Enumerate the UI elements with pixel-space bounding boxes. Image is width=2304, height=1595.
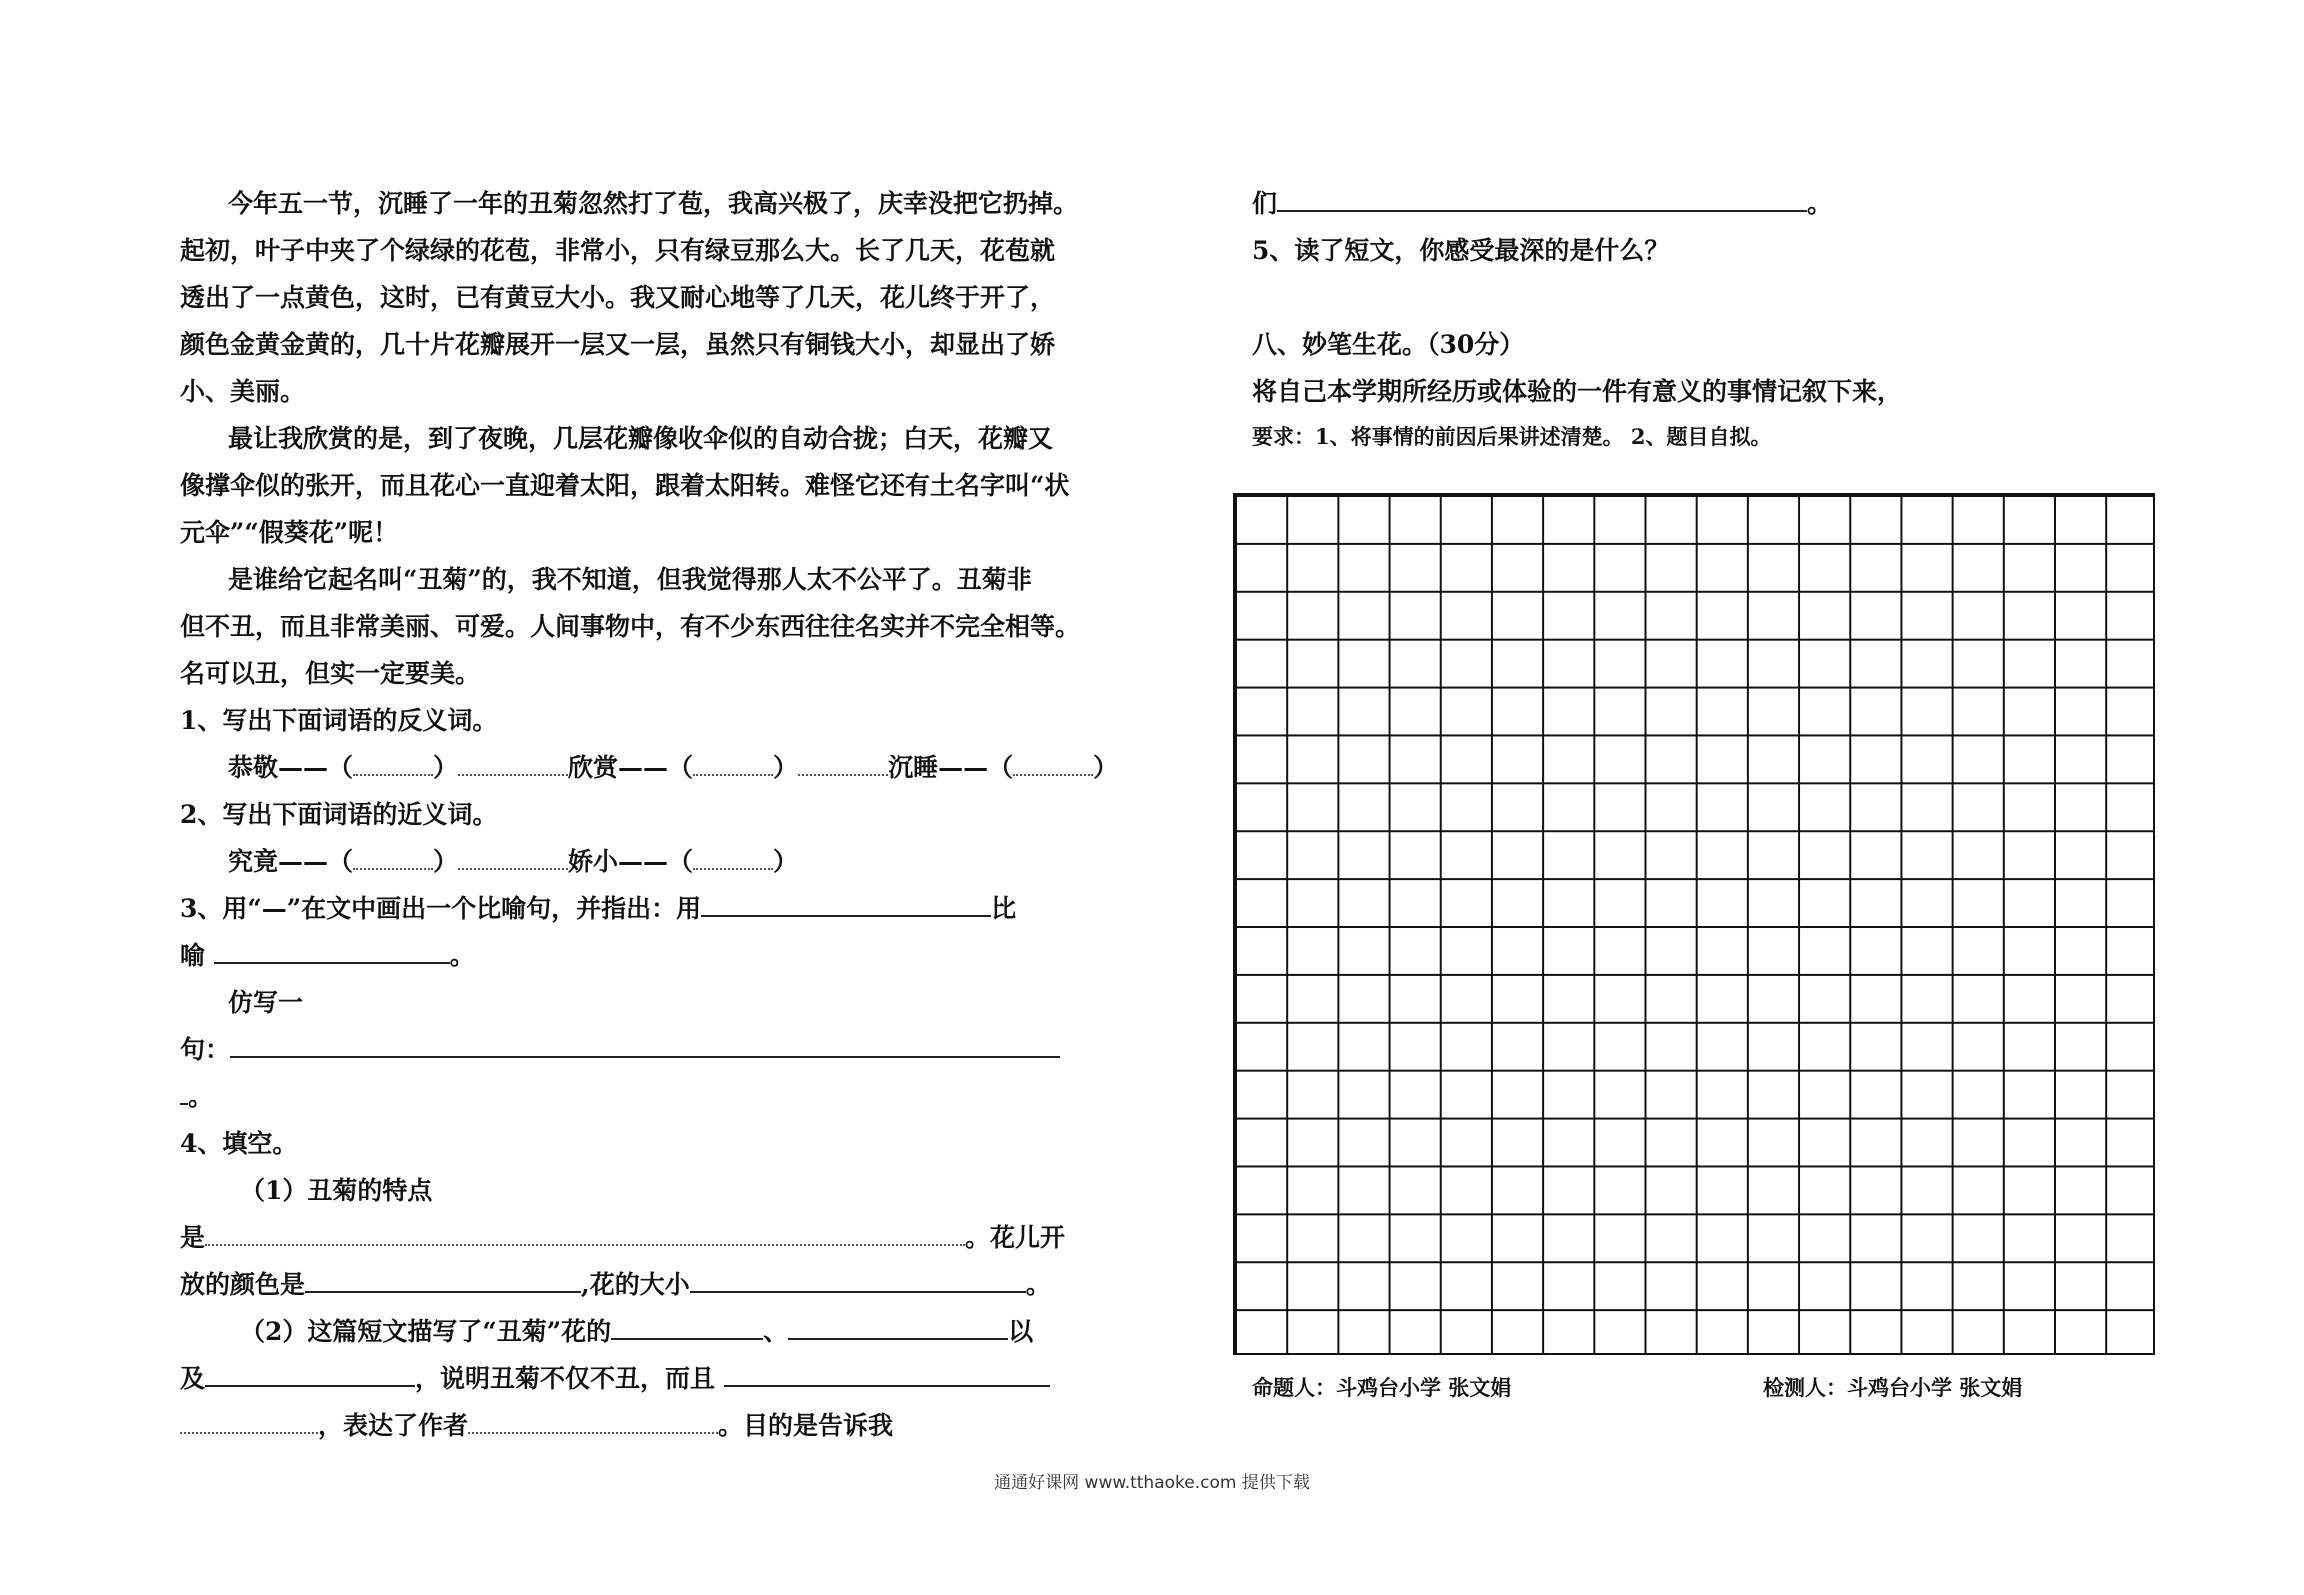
q2-word-1: 究竟——（ (228, 847, 354, 876)
q4-text-s2d: 及 (180, 1364, 206, 1393)
q4-blank-7[interactable] (724, 1363, 1050, 1387)
q4-blank-8[interactable] (180, 1410, 318, 1434)
q3-text-c: 喻 (180, 941, 206, 970)
passage-line-7: 像撑伞似的张开，而且花心一直迎着太阳，跟着太阳转。难怪它还有土名字叫“状 (180, 471, 1070, 500)
q4-blank-1[interactable] (205, 1222, 965, 1246)
checker-credit: 检测人：斗鸡台小学 张文娟 (1763, 1375, 2023, 1400)
q3-text-g: 。 (188, 1082, 214, 1111)
q4-line-3 (240, 1315, 1033, 1349)
q3-blank-2[interactable] (214, 940, 450, 964)
q4-line-1 (180, 1221, 1065, 1255)
q2-blank-1[interactable] (353, 846, 433, 870)
q1-word-1: 恭敬——（ (228, 753, 354, 782)
q4-title: 4、填空。 (180, 1129, 298, 1158)
q4-text-s2b: 、 (763, 1317, 789, 1346)
q4-line-4 (180, 1362, 1050, 1396)
q3-blank-4[interactable] (180, 1081, 188, 1105)
cont-text-a: 们 (1252, 189, 1278, 218)
cont-text-b: 。 (1807, 189, 1833, 218)
q2-close-2: ） (773, 847, 799, 876)
q4-text-s1a: 是 (180, 1223, 206, 1252)
q2-word-2: 娇小——（ (568, 847, 694, 876)
q4-text-s1b: 。花儿开 (965, 1223, 1066, 1252)
q2-close-1: ） (433, 847, 459, 876)
passage-line-6: 最让我欣赏的是，到了夜晚，几层花瓣像收伞似的自动合拢；白天，花瓣又 (228, 424, 1054, 453)
passage-line-2: 起初，叶子中夹了个绿绿的花苞，非常小，只有绿豆那么大。长了几天，花苞就 (180, 236, 1056, 265)
q4-blank-3[interactable] (690, 1269, 1026, 1293)
passage-line-1: 今年五一节，沉睡了一年的丑菊忽然打了苞，我高兴极了，庆幸没把它扔掉。 (228, 189, 1079, 218)
q4-blank-2[interactable] (305, 1269, 581, 1293)
passage-line-9: 是谁给它起名叫“丑菊”的，我不知道，但我觉得那人太不公平了。丑菊非 (228, 565, 1032, 594)
q2-title: 2、写出下面词语的近义词。 (180, 800, 498, 829)
cont-blank[interactable] (1277, 188, 1807, 212)
q4-text-s1e: 。 (1025, 1270, 1051, 1299)
q3-text-a: 3、用“—”在文中画出一个比喻句，并指出：用 (180, 894, 702, 923)
q4-line-5 (180, 1409, 893, 1443)
q4-text-s2e: ，说明丑菊不仅不丑，而且 (415, 1364, 716, 1393)
q1-close-2: ） (773, 753, 799, 782)
q1-antonyms-row (228, 751, 1118, 785)
q4-text-s2c: 以 (1008, 1317, 1034, 1346)
download-footer: 通通好课网 www.tthaoke.com 提供下载 (994, 1473, 1310, 1493)
q4-line-2 (180, 1268, 1051, 1302)
q4-text-s1d: ,花的大小 (581, 1270, 690, 1299)
q1-close-1: ） (433, 753, 459, 782)
section-8-title: 八、妙笔生花。（30分） (1252, 330, 1525, 359)
q4-text-s1c: 放的颜色是 (180, 1270, 306, 1299)
q3-line-5 (180, 1080, 213, 1114)
q3-line-2 (180, 939, 475, 973)
q2-gap-1 (458, 846, 568, 870)
q3-line-1 (180, 892, 1016, 926)
q4-sub-1: （1）丑菊的特点 (240, 1176, 433, 1205)
q3-blank-3[interactable] (230, 1034, 1060, 1058)
passage-line-8: 元伞”“假葵花”呢！ (180, 518, 399, 547)
q4-text-s2a: （2）这篇短文描写了“丑菊”花的 (240, 1317, 612, 1346)
q1-word-2: 欣赏——（ (568, 753, 694, 782)
setter-credit: 命题人：斗鸡台小学 张文娟 (1252, 1375, 1512, 1400)
section-8-requirements: 要求：1、将事情的前因后果讲述清楚。 2、题目自拟。 (1252, 424, 1772, 449)
q3-line-4 (180, 1033, 1060, 1067)
q4-blank-9[interactable] (468, 1410, 718, 1434)
q2-blank-2[interactable] (693, 846, 773, 870)
q4-text-s2f: ，表达了作者 (318, 1411, 469, 1440)
q3-line-3: 仿写一 (228, 988, 304, 1017)
q1-blank-1[interactable] (353, 752, 433, 776)
q1-blank-2[interactable] (693, 752, 773, 776)
q1-blank-3[interactable] (1013, 752, 1093, 776)
q5-question: 5、读了短文，你感受最深的是什么？ (1252, 236, 1670, 265)
q1-close-3: ） (1093, 753, 1119, 782)
section-8-prompt: 将自己本学期所经历或体验的一件有意义的事情记叙下来， (1252, 377, 1903, 406)
q2-synonyms-row (228, 845, 798, 879)
passage-line-11: 名可以丑，但实一定要美。 (180, 659, 481, 688)
continuation-line (1252, 187, 1832, 221)
writing-grid[interactable] (1233, 493, 2155, 1355)
q1-gap-2 (798, 752, 888, 776)
passage-line-10: 但不丑，而且非常美丽、可爱。人间事物中，有不少东西往往名实并不完全相等。 (180, 612, 1081, 641)
q4-blank-5[interactable] (788, 1316, 1008, 1340)
passage-line-5: 小、美丽。 (180, 377, 306, 406)
q4-blank-4[interactable] (611, 1316, 763, 1340)
passage-line-3: 透出了一点黄色，这时，已有黄豆大小。我又耐心地等了几天，花儿终于开了， (180, 283, 1056, 312)
q3-blank-1[interactable] (701, 893, 991, 917)
q3-text-b: 比 (991, 894, 1017, 923)
q4-blank-6[interactable] (205, 1363, 415, 1387)
passage-line-4: 颜色金黄金黄的，几十片花瓣展开一层又一层，虽然只有铜钱大小，却显出了娇 (180, 330, 1056, 359)
q4-text-s2g: 。目的是告诉我 (718, 1411, 894, 1440)
q3-text-f: 句： (180, 1035, 231, 1064)
q1-title: 1、写出下面词语的反义词。 (180, 706, 498, 735)
q1-word-3: 沉睡——（ (888, 753, 1014, 782)
q3-text-d: 。 (449, 941, 475, 970)
q1-gap-1 (458, 752, 568, 776)
